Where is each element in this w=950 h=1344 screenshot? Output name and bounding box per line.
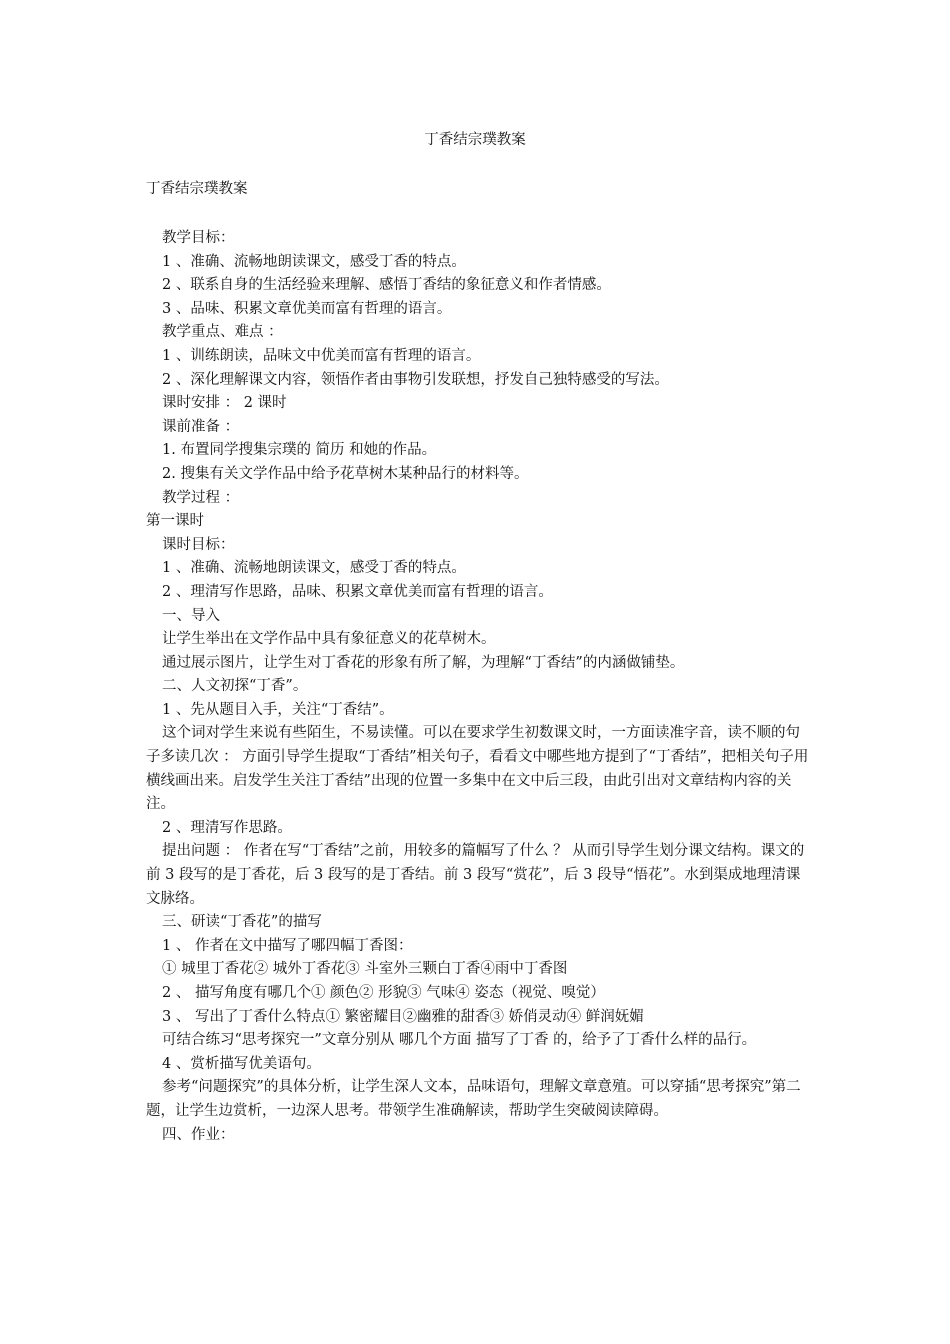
- paragraph: 四、作业：: [162, 1126, 235, 1143]
- paragraph: 2 、联系自身的生活经验来理解、感悟丁香结的象征意义和作者情感。: [162, 277, 611, 294]
- page-title: 丁香结宗璞教案: [424, 132, 526, 148]
- document-body: [146, 227, 814, 1147]
- paragraph: 1. 布置同学搜集宗璞的 简历 和她的作品。: [162, 442, 437, 459]
- paragraph: 教学重点、难点 ：: [162, 324, 283, 341]
- paragraph: 4 、赏析描写优美语句。: [162, 1055, 321, 1072]
- paragraph: 三、研读“丁香花”的描写: [162, 914, 322, 931]
- paragraph: 让学生举出在文学作品中具有象征意义的花草树木。: [162, 631, 496, 648]
- paragraph: 课时安排 ： 2 课时: [162, 395, 287, 412]
- paragraph: 2 、理清写作思路，品味、积累文章优美而富有哲理的语言。: [162, 583, 553, 600]
- paragraph: 一、导入: [162, 607, 220, 624]
- paragraph: 3 、品味、积累文章优美而富有哲理的语言。: [162, 300, 452, 317]
- paragraph: 课时目标：: [162, 536, 235, 553]
- paragraph: 这个词对学生来说有些陌生，不易读懂。可以在要求学生初数课文时，一方面读准字音，读不顺的句子多读几次 ： 方面引导学生提取“丁香结”相关句子，看看文中哪些地方提到了“丁香结”，把相关句子用横线画出来。启发学生关注丁香结”出现的位置一多集中在文中后三段，由此引出对文章结构内容的关注。: [146, 725, 809, 813]
- paragraph: 可结合练习“思考探究一”文章分别从 哪几个方面 描写了丁香 的，给予了丁香什么样的品行。: [162, 1032, 757, 1049]
- paragraph: 1 、准确、流畅地朗读课文，感受丁香的特点。: [162, 253, 466, 270]
- paragraph: 1 、准确、流畅地朗读课文，感受丁香的特点。: [162, 560, 466, 577]
- paragraph: 2 、理清写作思路。: [162, 819, 292, 836]
- paragraph: 2 、深化理解课文内容，领悟作者由事物引发联想，抒发自己独特感受的写法。: [162, 371, 669, 388]
- paragraph: 提出问题 ： 作者在写“丁香结”之前，用较多的篇幅写了什么 ？ 从而引导学生划分课文结构。课文的前 3 段写的是丁香花，后 3 段写的是丁香结。前 3 段写“赏花”，后 3 段导“悟花”。水到渠成地理清课文脉络。: [146, 843, 805, 907]
- paragraph: 教学过程 ：: [162, 489, 240, 506]
- paragraph: 2 、 描写角度有哪几个① 颜色② 形貌③ 气味④ 姿态（视觉、嗅觉）: [162, 985, 605, 1001]
- paragraph: 3 、 写出了丁香什么特点① 繁密耀目②幽雅的甜香③ 娇俏灵动④ 鲜润妩媚: [162, 1008, 644, 1025]
- document-heading: 丁香结宗璞教案: [146, 181, 248, 197]
- paragraph: 1 、先从题目入手，关注“丁香结”。: [162, 701, 394, 718]
- paragraph: 1 、训练朗读，品味文中优美而富有哲理的语言。: [162, 347, 481, 364]
- paragraph: 通过展示图片，让学生对丁香花的形象有所了解，为理解“丁香结”的内涵做铺垫。: [162, 654, 685, 671]
- paragraph: 二、人文初探“丁香”。: [162, 678, 308, 695]
- paragraph: 参考“问题探究”的具体分析，让学生深人文本，品味语句，理解文章意殖。可以穿插“思考探究”第二题，让学生边赏析，一边深人思考。带领学生准确解读，帮助学生突破阅读障碍。: [146, 1079, 801, 1119]
- paragraph: 2. 搜集有关文学作品中给予花草树木某种品行的材料等。: [162, 465, 529, 482]
- paragraph: 教学目标：: [162, 230, 235, 246]
- paragraph: 课前准备 ：: [162, 418, 240, 435]
- paragraph: ① 城里丁香花② 城外丁香花③ 斗室外三颗白丁香④雨中丁香图: [162, 961, 568, 978]
- paragraph: 第一课时: [146, 513, 204, 530]
- paragraph: 1 、 作者在文中描写了哪四幅丁香图：: [162, 937, 413, 954]
